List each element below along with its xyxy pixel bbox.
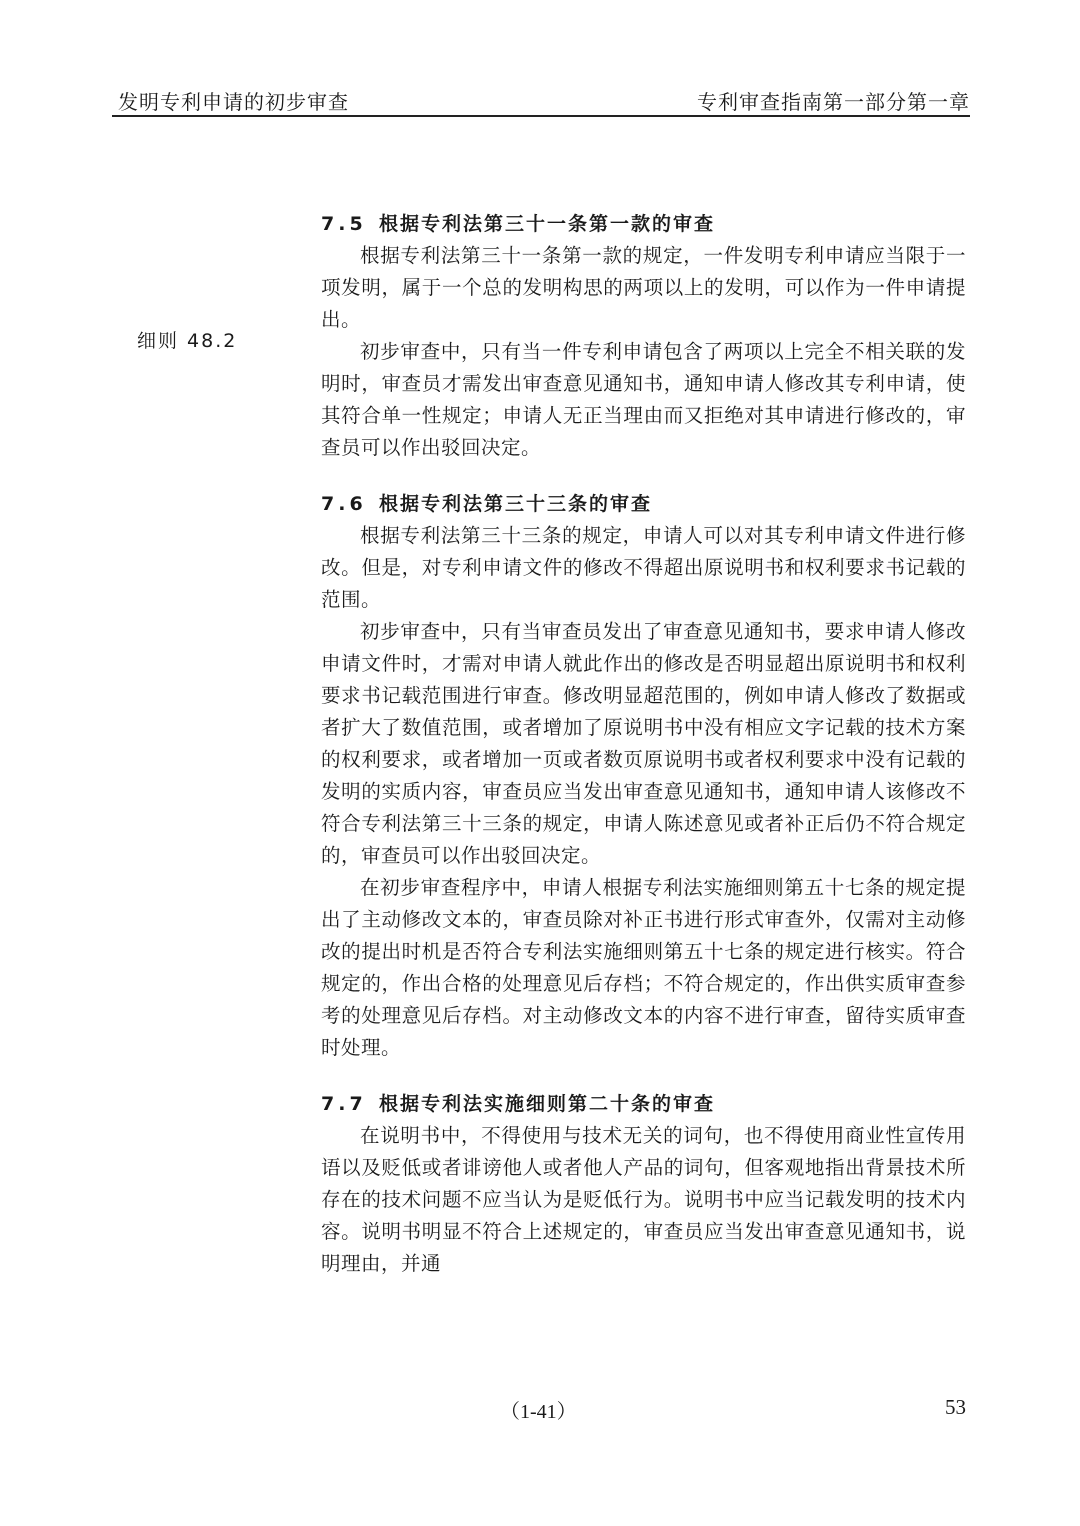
section-title-text: 根据专利法实施细则第二十条的审查: [379, 1093, 716, 1115]
section-number: 7.6: [321, 493, 367, 515]
header-guide-location: 专利审查指南第一部分第一章: [697, 90, 970, 114]
section-7-6: [321, 488, 966, 1064]
paragraph: 根据专利法第三十一条第一款的规定，一件发明专利申请应当限于一项发明，属于一个总的发明构思的两项以上的发明，可以作为一件申请提出。: [321, 244, 966, 331]
footer-section-page: （1-41）: [500, 1401, 577, 1423]
section-number: 7.7: [321, 1093, 367, 1115]
section-title-text: 根据专利法第三十三条的审查: [379, 493, 653, 515]
margin-note-rule-reference: 细则 48.2: [137, 330, 238, 352]
header-chapter-title: 发明专利申请的初步审查: [118, 90, 349, 114]
section-gap: [321, 464, 966, 488]
paragraph: 在说明书中，不得使用与技术无关的词句，也不得使用商业性宣传用语以及贬低或者诽谤他人或者他人产品的词句，但客观地指出背景技术所存在的技术问题不应当认为是贬低行为。说明书中应当记载发明的技术内容。说明书明显不符合上述规定的，审查员应当发出审查意见通知书，说明理由，并通: [321, 1124, 966, 1275]
header-rule: [112, 115, 970, 117]
section-heading: [321, 488, 966, 520]
section-heading: [321, 208, 966, 240]
paragraph: 初步审查中，只有当审查员发出了审查意见通知书，要求申请人修改申请文件时，才需对申请人就此作出的修改是否明显超出原说明书和权利要求书记载范围进行审查。修改明显超范围的，例如申请人修改了数据或者扩大了数值范围，或者增加了原说明书中没有相应文字记载的技术方案的权利要求，或者增加一页或者数页原说明书或者权利要求中没有记载的发明的实质内容，审查员应当发出审查意见通知书，通知申请人该修改不符合专利法第三十三条的规定，申请人陈述意见或者补正后仍不符合规定的，审查员可以作出驳回决定。: [321, 620, 966, 867]
paragraph: 根据专利法第三十三条的规定，申请人可以对其专利申请文件进行修改。但是，对专利申请文件的修改不得超出原说明书和权利要求书记载的范围。: [321, 524, 966, 611]
paragraph: 初步审查中，只有当一件专利申请包含了两项以上完全不相关联的发明时，审查员才需发出审查意见通知书，通知申请人修改其专利申请，使其符合单一性规定；申请人无正当理由而又拒绝对其申请进行修改的，审查员可以作出驳回决定。: [321, 340, 966, 459]
section-heading: [321, 1088, 966, 1120]
section-7-7: [321, 1088, 966, 1280]
section-7-5: [321, 208, 966, 464]
section-gap: [321, 1064, 966, 1088]
section-number: 7.5: [321, 213, 367, 235]
page-body: [321, 208, 966, 1280]
paragraph: 在初步审查程序中，申请人根据专利法实施细则第五十七条的规定提出了主动修改文本的，审查员除对补正书进行形式审查外，仅需对主动修改的提出时机是否符合专利法实施细则第五十七条的规定进行核实。符合规定的，作出合格的处理意见后存档；不符合规定的，作出供实质审查参考的处理意见后存档。对主动修改文本的内容不进行审查，留待实质审查时处理。: [321, 876, 966, 1059]
section-title-text: 根据专利法第三十一条第一款的审查: [379, 213, 716, 235]
footer-page-number: 53: [945, 1395, 966, 1419]
